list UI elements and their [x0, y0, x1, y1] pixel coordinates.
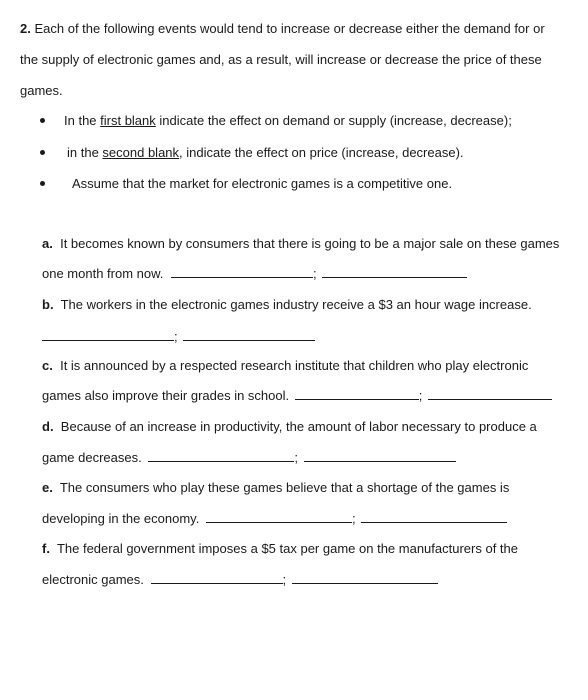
bullet-icon: [40, 150, 45, 155]
intro-text-3: games.: [20, 83, 63, 98]
item-d-letter: d.: [42, 419, 54, 434]
item-d-blank-2[interactable]: [304, 450, 456, 462]
item-d-line-1: [42, 419, 537, 435]
question-intro-line-1: [20, 21, 545, 37]
bullet-icon: [40, 118, 45, 123]
separator: ;: [351, 511, 356, 526]
item-e-letter: e.: [42, 480, 53, 495]
separator: ;: [294, 450, 298, 465]
item-b-letter: b.: [42, 297, 54, 312]
item-f-blank-2[interactable]: [292, 572, 438, 584]
item-a-blank-1[interactable]: [171, 266, 313, 278]
item-c-line-2: [42, 388, 552, 404]
item-b-blank-1[interactable]: [42, 329, 174, 341]
item-e-text-2: developing in the economy.: [42, 511, 200, 526]
bullet-2-pre: in the: [67, 145, 103, 160]
item-c-letter: c.: [42, 358, 53, 373]
item-f-line-1: [42, 541, 518, 557]
bullet-2-emph: second blank: [102, 145, 180, 160]
item-c-blank-2[interactable]: [428, 388, 552, 400]
item-e-blank-1[interactable]: [206, 511, 352, 523]
bullet-1-pre: In the: [64, 113, 101, 128]
bullet-item-2: [67, 145, 464, 161]
intro-text-2: the supply of electronic games and, as a result, will increase or decrease the price of these: [20, 52, 542, 67]
item-c-blank-1[interactable]: [295, 388, 419, 400]
item-d-blank-1[interactable]: [148, 450, 294, 462]
separator: ;: [313, 266, 317, 281]
bullet-1-post: indicate the effect on demand or supply (increase, decrease);: [155, 113, 512, 128]
item-f-letter: f.: [42, 541, 50, 556]
item-f-text-2: electronic games.: [42, 572, 144, 587]
separator: ;: [174, 329, 178, 344]
item-f-line-2: [42, 572, 438, 588]
bullet-1-emph: first blank: [100, 113, 156, 128]
separator: ;: [282, 572, 287, 587]
item-d-text-1: Because of an increase in productivity, the amount of labor necessary to produce a: [60, 419, 537, 434]
item-d-text-2: game decreases.: [42, 450, 142, 465]
item-f-text-1: The federal government imposes a $5 tax per game on the manufacturers of the: [56, 541, 518, 556]
item-a-line-1: [42, 236, 559, 252]
item-c-text-1: It is announced by a respected research institute that children who play electronic: [60, 358, 529, 373]
item-a-line-2: [42, 266, 467, 282]
question-number: 2.: [20, 21, 31, 36]
item-e-line-1: [42, 480, 509, 496]
bullet-item-1: [64, 113, 512, 129]
bullet-item-3: Assume that the market for electronic games is a competitive one.: [72, 176, 453, 191]
item-b-line-1: [42, 297, 532, 313]
item-f-blank-1[interactable]: [151, 572, 283, 584]
bullet-2-post: , indicate the effect on price (increase, decrease).: [179, 145, 464, 160]
item-c-text-2: games also improve their grades in school.: [42, 388, 290, 403]
separator: ;: [418, 388, 423, 403]
item-a-blank-2[interactable]: [322, 266, 467, 278]
intro-text-1: Each of the following events would tend to increase or decrease either the demand for or: [34, 21, 545, 36]
item-e-blank-2[interactable]: [361, 511, 507, 523]
item-b-line-2: [42, 329, 315, 345]
bullet-icon: [40, 181, 45, 186]
item-a-letter: a.: [42, 236, 53, 251]
item-e-text-1: The consumers who play these games believe that a shortage of the games is: [59, 480, 510, 495]
item-e-line-2: [42, 511, 507, 527]
item-b-text-1: The workers in the electronic games industry receive a $3 an hour wage increase.: [60, 297, 532, 312]
item-d-line-2: [42, 450, 456, 466]
item-b-blank-2[interactable]: [183, 329, 315, 341]
item-a-text-1: It becomes known by consumers that there is going to be a major sale on these games: [60, 236, 560, 251]
item-c-line-1: [42, 358, 528, 374]
item-a-text-2: one month from now.: [42, 266, 164, 281]
